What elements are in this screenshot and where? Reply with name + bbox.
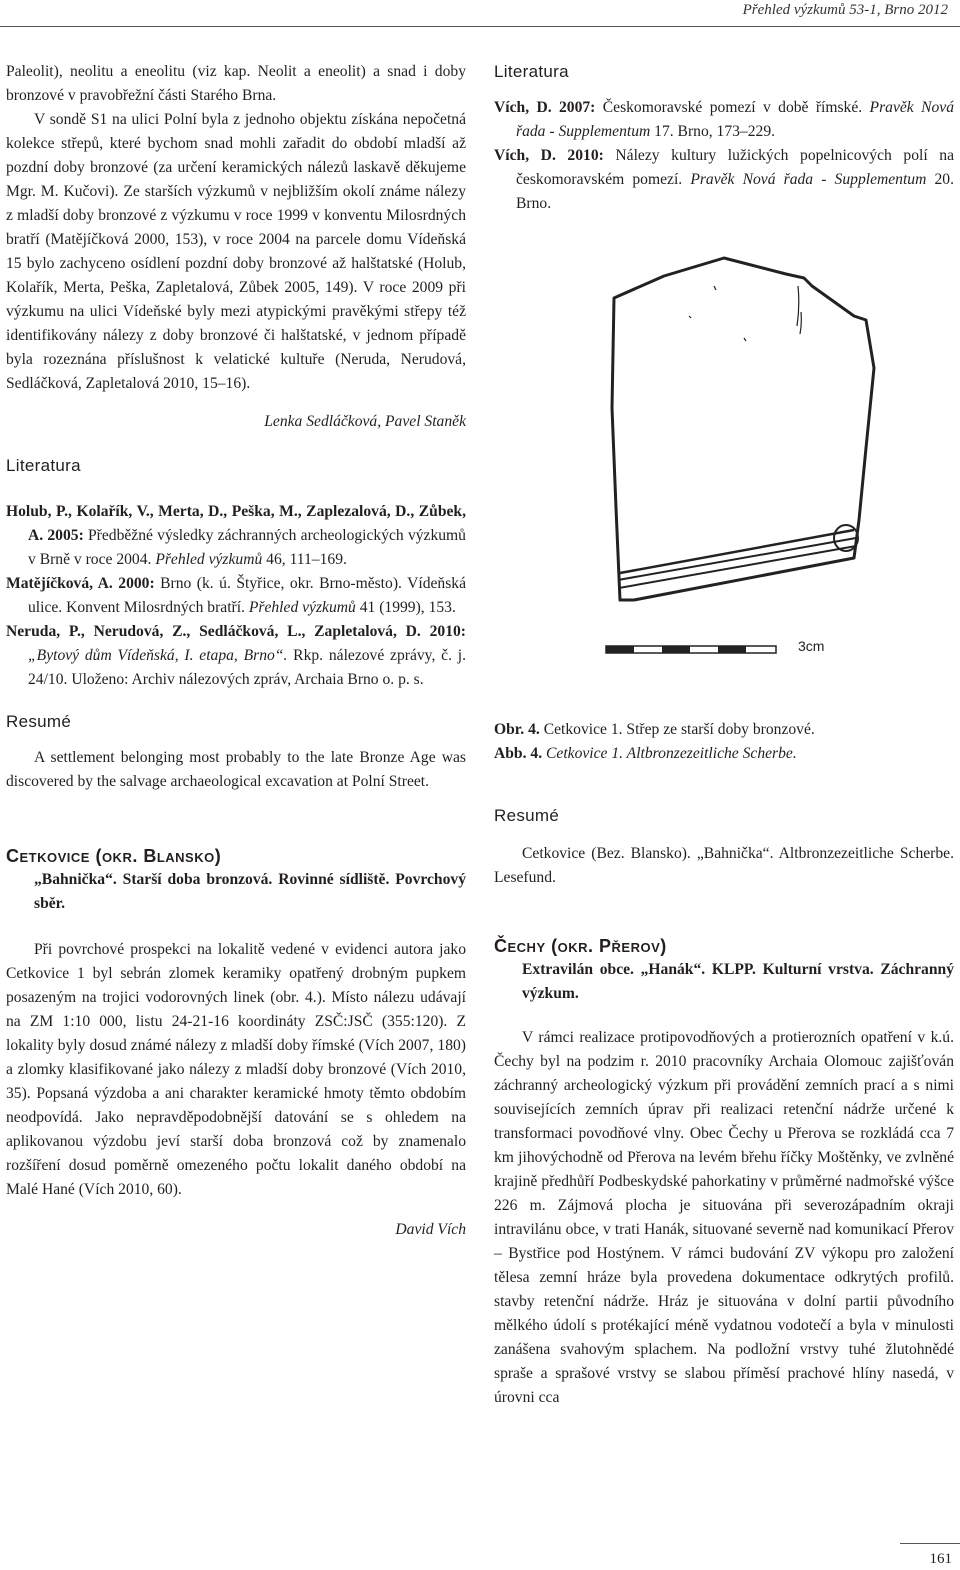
section-heading-resume: Resumé: [494, 806, 560, 825]
reference-list: [494, 96, 954, 216]
footer-rule: [900, 1543, 960, 1544]
site-subtitle: „Bahnička“. Starší doba bronzová. Rovinné sídliště. Povrchový sběr.: [34, 871, 466, 912]
header-rule: [0, 26, 960, 27]
section-heading-literature: Literatura: [494, 62, 569, 81]
page-number: 161: [929, 1551, 952, 1567]
section-heading-resume: Resumé: [6, 712, 72, 731]
paragraph: V sondě S1 na ulici Polní byla z jednoho objektu získána nepočetná kolekce střepů, které bychom snad mohli zařadit do období mladší až pozdní doby bronzové (za určení keramických nálezů laskavě děkujeme Mgr. M. Kučovi). Ze starších výzkumů v nejbližším okolí známe nálezy z mladší doby bronzové z výzkumu v roce 1999 v konventu Milosrdných bratří (Matějíčková 2000, 153), v roce 2004 na parcele domu Vídeňská 15 bylo zachyceno osídlení pozdní doby bronzové až halštatské (Holub, Kolařík, Merta, Peška, Zapletalová, Zůbek 2005, 149). V roce 2009 při výzkumu na ulici Vídeňské byly mezi atypickými pravěkými střepy též identifikovány nálezy z doby bronzové či halštatské, v jednom případě byla rozeznána příslušnost k velatické kultuře (Neruda, Nerudová, Sedláčková, Zapletalová 2010, 15–16).: [6, 111, 466, 392]
author-signature: Lenka Sedláčková, Pavel Staněk: [264, 413, 466, 430]
paragraph: Při povrchové prospekci na lokalitě vedené v evidenci autora jako Cetkovice 1 byl sebrán zlomek keramiky opatřený drobným pupkem posazeným na trojici vodorovných linek (obr. 4.). Místo nálezu udávají na ZM 1:10 000, listu 24-21-16 koordináty ZSČ:JSČ (355:120). Z lokality byly dosud známé nálezy z mladší doby římské (Vích 2007, 180) a zlomky klasifikované jako nálezy z mladší doby bronzové (Vích 2010, 35). Popsaná výzdoba a ani charakter keramické hmoty těmto obdobím neodpovídá. Jako nepravděpodobnější datování se s ohledem na aplikovanou výzdobu jeví starší doba bronzová což by znamenalo rozšíření dosud poměrně omezeného počtu lokalit daného období na Malé Hané (Vích 2010, 60).: [6, 941, 466, 1198]
reference-item: Neruda, P., Nerudová, Z., Sedláčková, L., Zapletalová, D. 2010: „Bytový dům Vídeňská, I. etapa, Brno“. Rkp. nálezové zprávy, č. j. 24/10. Uloženo: Archiv nálezových zpráv, Archaia Brno o. p. s.: [6, 623, 467, 688]
paragraph: V rámci realizace protipovodňových a protierozních opatření v k.ú. Čechy byl na podzim r. 2010 pracovníky Archaia Olomouc zajišťován záchranný archeologický výzkum při provádění zemních prací a s nimi souvisejících zemních úprav při realizaci retenční nádrže určené k transformaci povodňové vlny. Obec Čechy u Přerova se rozkládá cca 7 km jihovýchodně od Přerova na levém břehu říčky Moštěnky, ve zvlněné krajině předhůří Podbeskydské pahorkatiny v průměrné nadmořské výšce 226 m. Zájmová plocha je situována při severozápadním okraji intravilánu obce, v trati Hanák, situované severně nad komunikací Přerov – Bystřice pod Hostýnem. V rámci budování ZV výkopu pro založení tělesa zemní hráze byla provedena dokumentace odkrytých profilů. stavby retenční nádrže. Hráz je situována v dolní partii původního mělkého údolí s protékající méně vydatnou vodotečí a byla v minulosti zanášena svahovým splachem. Na podložní vrstvy tuhé žlutohnědé spraše a sprašové vrstvy se slabou příměsí prachové hlíny nasedá, v úrovni cca: [494, 1029, 954, 1406]
left-column: [6, 60, 466, 1242]
caption-label: Obr. 4.: [494, 721, 540, 738]
resume-text: A settlement belonging most probably to the late Bronze Age was discovered by the salvage archaeological excavation at Polní Street.: [6, 749, 466, 790]
caption-text: Cetkovice 1. Střep ze starší doby bronzové.: [539, 721, 815, 738]
caption-label: Abb. 4.: [494, 745, 543, 762]
reference-item: Vích, D. 2010: Nálezy kultury lužických popelnicových polí na českomoravském pomezí. Pravěk Nová řada - Supplementum 20. Brno.: [494, 147, 954, 212]
reference-item: Holub, P., Kolařík, V., Merta, D., Peška, M., Zaplezalová, D., Zůbek, A. 2005: Předběžné výsledky záchranných archeologických výzkumů v Brně v roce 2004. Přehled výzkumů 46, 111–169.: [6, 503, 466, 568]
author-signature: David Vích: [395, 1221, 466, 1238]
caption-text: Cetkovice 1. Altbronzezeitliche Scherbe.: [542, 745, 797, 762]
scale-bar-graphic: [494, 628, 954, 668]
reference-item: Vích, D. 2007: Českomoravské pomezí v době římské. Pravěk Nová řada - Supplementum 17. Brno, 173–229.: [494, 99, 954, 140]
site-subtitle: Extravilán obce. „Hanák“. KLPP. Kulturní vrstva. Záchranný výzkum.: [522, 961, 954, 1002]
reference-item: Matějíčková, A. 2000: Brno (k. ú. Štyřice, okr. Brno-město). Vídeňská ulice. Konvent Milosrdných bratří. Přehled výzkumů 41 (1999), 153.: [6, 575, 466, 616]
scale-label: 3cm: [798, 638, 825, 654]
site-title: Cetkovice (okr. Blansko): [6, 846, 222, 866]
figure-sherd-drawing: [494, 228, 954, 636]
paragraph: Paleolit), neolitu a eneolitu (viz kap. Neolit a eneolit) a snad i doby bronzové v pravobřežní části Starého Brna.: [6, 63, 466, 104]
running-header: [0, 0, 960, 30]
right-column: [494, 60, 954, 1410]
reference-list: [6, 500, 466, 692]
resume-text: Cetkovice (Bez. Blansko). „Bahnička“. Altbronzezeitliche Scherbe. Lesefund.: [494, 845, 954, 886]
section-heading-literature: Literatura: [6, 456, 81, 475]
sherd-drawing: [494, 228, 954, 636]
running-title: Přehled výzkumů 53-1, Brno 2012: [742, 2, 948, 18]
site-title: Čechy (okr. Přerov): [494, 936, 667, 956]
